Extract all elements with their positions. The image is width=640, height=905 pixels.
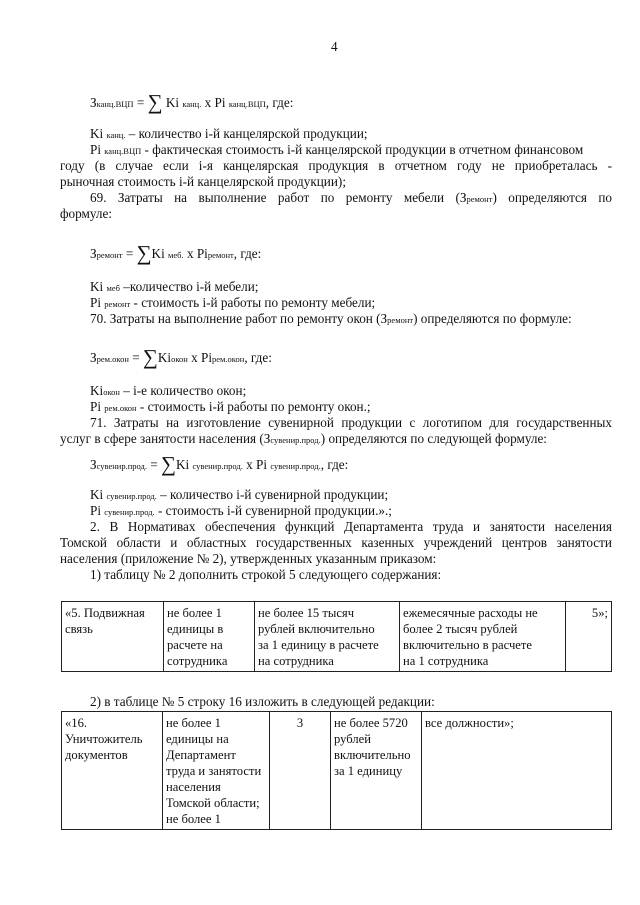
table2-cell-qty: не более 1 единицы на Департамент труда и занятости населения Томской области; не более 1 xyxy=(163,712,270,830)
formula-remont: Зремонт = ∑Ki меб. x Piремонт, где: xyxy=(90,241,262,265)
table-mobile-row xyxy=(61,601,612,672)
para-69-cont: формуле: xyxy=(60,206,112,221)
para-69: 69. Затраты на выполнение работ по ремонту мебели (Зремонт) определяются по xyxy=(90,190,613,205)
def-okon-ki: Kiокон – i-е количество окон; xyxy=(90,383,247,398)
table2-cell-term: 3 xyxy=(270,712,331,830)
para-2-line-3: населения (приложение № 2), утвержденных указанным приказом: xyxy=(60,551,437,566)
para-2-line-4: 1) таблицу № 2 дополнить строкой 5 следующего содержания: xyxy=(90,567,442,582)
para-71: 71. Затраты на изготовление сувенирной продукции с логотипом для государственных xyxy=(90,415,612,430)
formula-kanc: Зканц.ВЦП = ∑ Ki канц. x Pi канц.ВЦП, где: xyxy=(90,90,294,114)
para-2-line-1: 2. В Нормативах обеспечения функций Департамента труда и занятости населения xyxy=(90,519,612,534)
table1-cell-expenses: ежемесячные расходы не более 2 тысяч рублей включительно в расчете на 1 сотрудника xyxy=(400,602,566,672)
def-kanc-cont-2: рыночная стоимость i-й канцелярской продукции); xyxy=(60,174,346,189)
def-kanc-ki: Ki канц. – количество i-й канцелярской продукции; xyxy=(90,126,368,141)
formula-okon: Зрем.окон = ∑Kiокон x Piрем.окон, где: xyxy=(90,345,272,369)
table-shredder-row xyxy=(61,711,612,830)
def-suv-ki: Ki сувенир.прод. – количество i-й сувенирной продукции; xyxy=(90,487,389,502)
table2-cell-name: «16. Уничтожитель документов xyxy=(62,712,163,830)
table1-cell-qty: не более 1 единицы в расчете на сотрудника xyxy=(164,602,255,672)
def-remont-ki: Ki меб –количество i-й мебели; xyxy=(90,279,259,294)
table2-cell-positions: все должности»; xyxy=(422,712,612,830)
def-suv-pi: Pi сувенир.прод. - стоимость i-й сувенирной продукции.».; xyxy=(90,503,392,518)
table1-cell-price: не более 15 тысяч рублей включительно за 1 единицу в расчете на сотрудника xyxy=(255,602,400,672)
para-71-cont: услуг в сфере занятости населения (Зсувенир.прод.) определяются по следующей формуле: xyxy=(60,431,547,446)
formula-suvenir: Зсувенир.прод. = ∑Ki сувенир.прод. x Pi сувенир.прод., где: xyxy=(90,452,349,476)
def-remont-pi: Pi ремонт - стоимость i-й работы по ремонту мебели; xyxy=(90,295,376,310)
def-kanc-pi: Pi канц.ВЦП - фактическая стоимость i-й канцелярской продукции в отчетном финансовом xyxy=(90,142,584,157)
def-okon-pi: Pi рем.окон - стоимость i-й работы по ремонту окон.; xyxy=(90,399,371,414)
table-row xyxy=(62,712,612,830)
para-70: 70. Затраты на выполнение работ по ремонту окон (Зремонт) определяются по формуле: xyxy=(90,311,572,326)
table1-cell-name: «5. Подвижная связь xyxy=(62,602,164,672)
def-kanc-cont-1: году (в случае если i-я канцелярская продукция в отчетном году не приобреталась - xyxy=(60,158,612,173)
table1-cell-num: 5»; xyxy=(566,602,612,672)
table2-cell-price: не более 5720 рублей включительно за 1 единицу xyxy=(331,712,422,830)
para-2-line-2: Томской области и областных государственных казенных учреждений центров занятости xyxy=(60,535,612,550)
page-number: 4 xyxy=(331,39,338,54)
table-row xyxy=(62,602,612,672)
para-table5: 2) в таблице № 5 строку 16 изложить в следующей редакции: xyxy=(90,694,435,709)
